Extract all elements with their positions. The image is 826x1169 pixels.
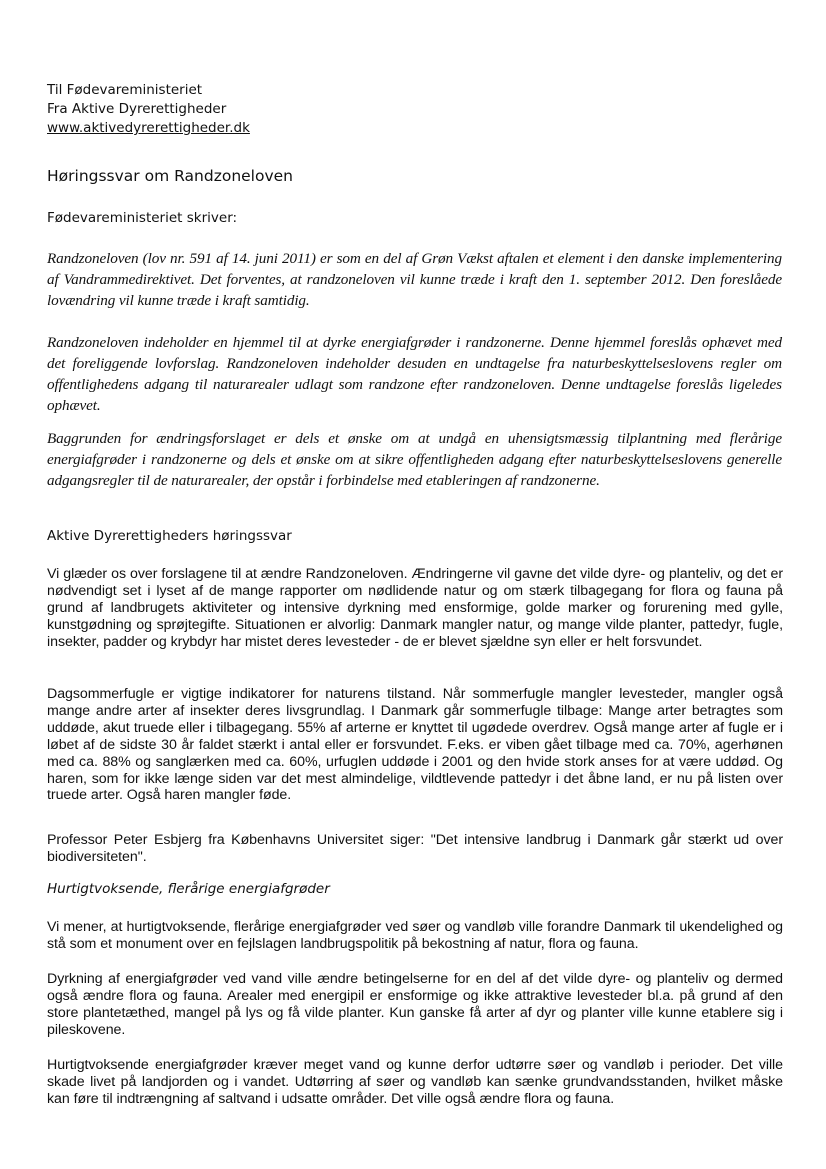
website-link[interactable]: www.aktivedyrerettigheder.dk — [47, 120, 250, 136]
response-heading: Aktive Dyrerettigheders høringssvar — [47, 528, 292, 544]
letter-header — [47, 81, 250, 138]
energy-heading: Hurtigtvoksende, flerårige energiafgrøder — [47, 881, 330, 897]
energy-paragraph: Vi mener, at hurtigtvoksende, flerårige energiafgrøder ved søer og vandløb ville forandre Danmark til ukendelighed og stå som et monument over en fejlslagen landbrugspolitik på bekostning af natur, flora og fauna. — [47, 919, 783, 952]
quote-paragraph: Randzoneloven indeholder en hjemmel til at dyrke energiafgrøder i randzonerne. Denne hjemmel foreslås ophævet med det foreliggende lovforslag. Randzoneloven indeholder desuden en undtagelse fra naturbeskyttelseslovens regler om offentlighedens adgang til naturarealer udlagt som randzone efter randzoneloven. Denne undtagelse foreslås ligeledes ophævet. — [47, 334, 782, 414]
energy-paragraph: Hurtigtvoksende energiafgrøder kræver meget vand og kunne derfor udtørre søer og vandløb i perioder. Det ville skade livet på landjorden og i vandet. Udtørring af søer og vandløb kan sænke grundvandsstanden, hvilket måske kan føre til indtrængning af saltvand i udsatte områder. Det ville også ændre flora og fauna. — [47, 1057, 783, 1107]
recipient-line: Til Fødevareministeriet — [47, 82, 203, 98]
response-paragraph: Vi glæder os over forslagene til at ændre Randzoneloven. Ændringerne vil gavne det vilde dyre- og planteliv, og det er nødvendigt set i lyset af de mange rapporter om nødlidende natur og om stærk tilbagegang for flora og fauna på grund af landbrugets aktiviteter og intensive dyrkning med ensformige, golde marker og forurening med gylle, kunstgødning og sprøjtegifte. Situationen er alvorlig: Danmark mangler natur, og mange vilde planter, pattedyr, fugle, insekter, padder og krybdyr har mistet deres levesteder - de er blevet sjældne syn eller er helt forsvundet. — [47, 566, 783, 650]
response-paragraph: Dagsommerfugle er vigtige indikatorer for naturens tilstand. Når sommerfugle mangler levesteder, mangler også mange andre arter af insekter deres livsgrundlag. I Danmark går sommerfugle tilbage: Mange arter betragtes som uddøde, akut truede eller i tilbagegang. 55% af arterne er knyttet til ugødede overdrev. Også mange arter af fugle er i løbet af de sidste 30 år faldet stærkt i antal eller er forsvundet. F.eks. er viben gået tilbage med ca. 70%, agerhønen med ca. 88% og sanglærken med ca. 60%, urfuglen uddøde i 2001 og den hvide stork anses for at være uddød. Og haren, som for ikke længe siden var det mest almindelige, vildtlevende pattedyr i det åbne land, er nu på listen over truede arter. Også haren mangler føde. — [47, 686, 783, 804]
quote-paragraph: Randzoneloven (lov nr. 591 af 14. juni 2011) er som en del af Grøn Vækst aftalen et element i den danske implementering af Vandrammedirektivet. Det forventes, at randzoneloven vil kunne træde i kraft den 1. september 2012. Den foreslåede lovændring vil kunne træde i kraft samtidig. — [47, 250, 782, 309]
page-title: Høringssvar om Randzoneloven — [47, 167, 294, 185]
quote-professor: Professor Peter Esbjerg fra Københavns Universitet siger: "Det intensive landbrug i Danmark går stærkt ud over biodiversiteten". — [47, 832, 783, 865]
quote-paragraph: Baggrunden for ændringsforslaget er dels et ønske om at undgå en uhensigtsmæssig tilplantning med flerårige energiafgrøder i randzonerne og dels et ønske om at sikre offentligheden adgang efter naturbeskyttelseslovens generelle adgangsregler til de naturarealer, der opstår i forbindelse med etableringen af randzonerne. — [47, 430, 782, 489]
ministry-heading: Fødevareministeriet skriver: — [47, 210, 238, 226]
energy-paragraph: Dyrkning af energiafgrøder ved vand ville ændre betingelserne for en del af det vilde dyre- og planteliv og dermed også ændre flora og fauna. Arealer med energipil er ensformige og ikke attraktive levesteder bl.a. på grund af den store plantetæthed, mangel på lys og få vilde planter. Kun ganske få arter af dyr og planter ville kunne etablere sig i pileskovene. — [47, 971, 783, 1038]
sender-line: Fra Aktive Dyrerettigheder — [47, 101, 227, 117]
